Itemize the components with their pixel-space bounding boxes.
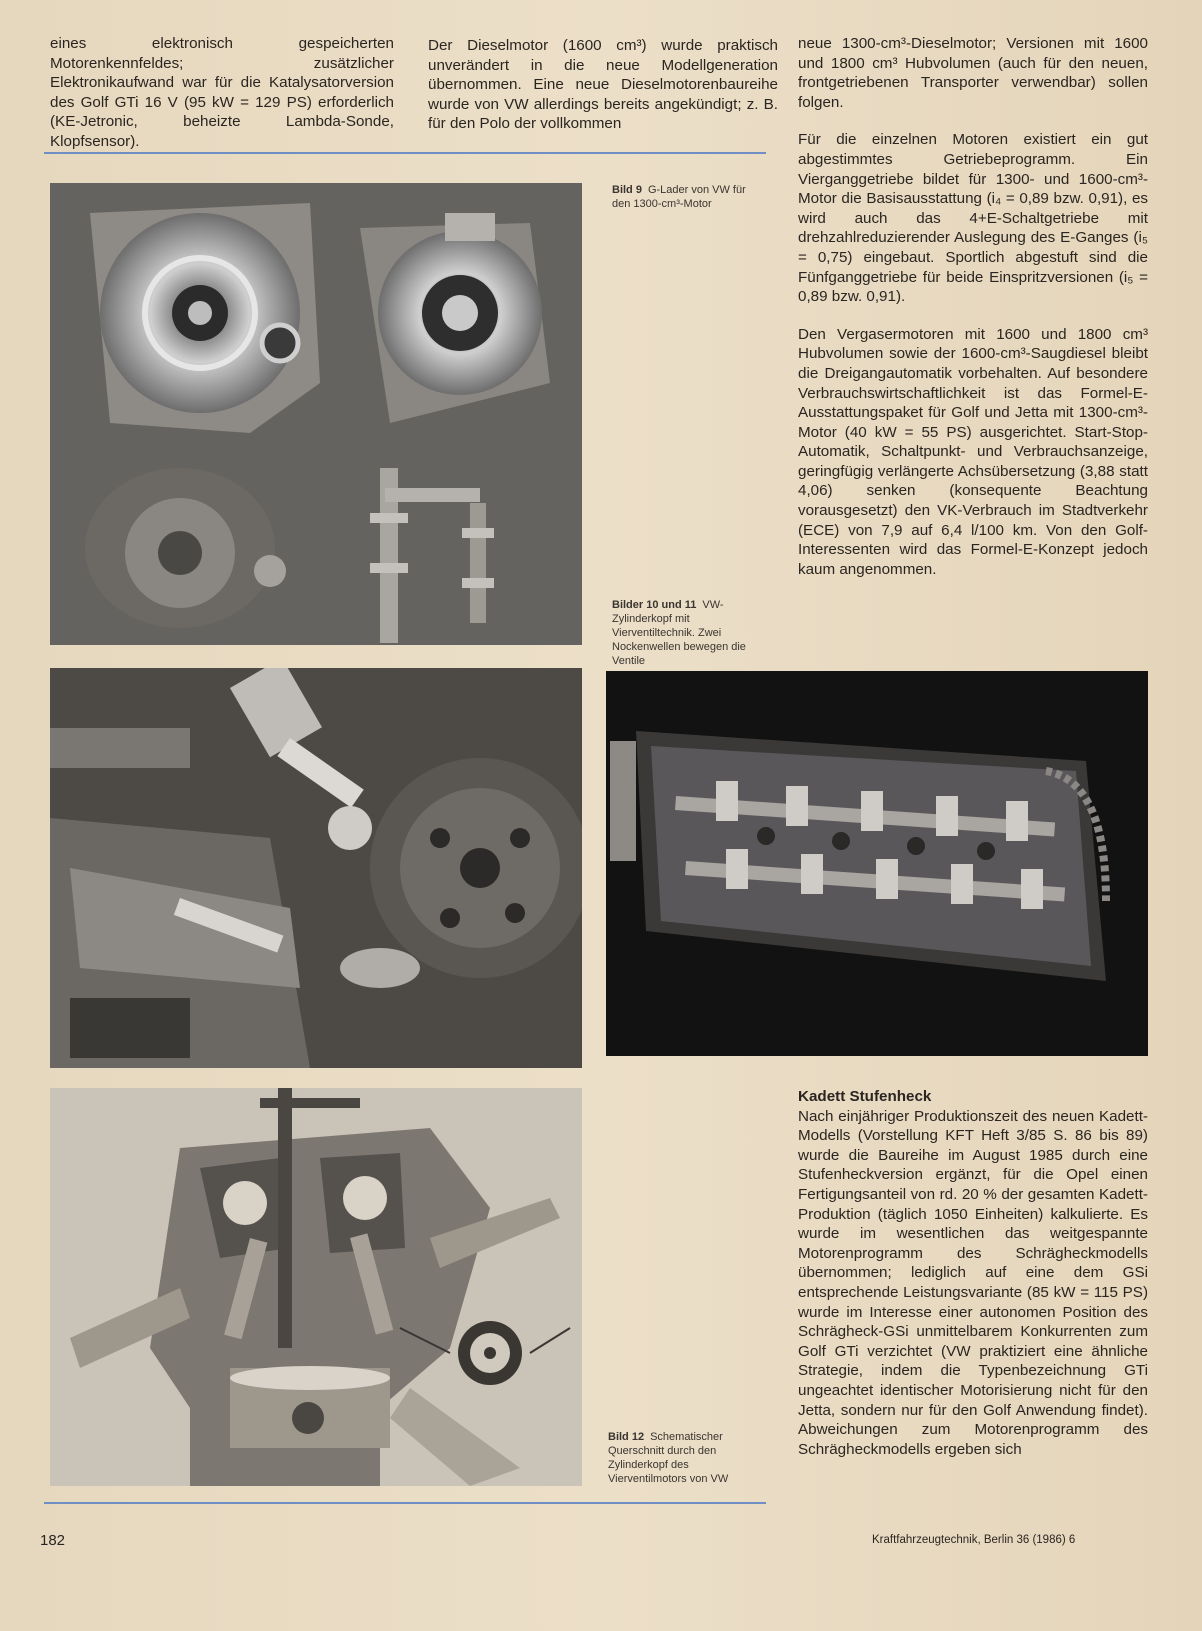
right-column xyxy=(798,34,1148,597)
top-column-2 xyxy=(428,36,778,152)
diagram-cross-section xyxy=(50,1088,582,1486)
kadett-column xyxy=(798,1087,1148,1477)
paragraph: Nach einjähriger Produktionszeit des neuen Kadett-Modells (Vorstellung KFT Heft 3/85 S. 86 bis 89) wurde die Baureihe im August 1985 durch eine Stufenheckversion ergänzt, für die Opel einen Fertigungsanteil von rd. 20 % der gesamten Kadett-Produktion (täglich 1050 Einheiten) kalkulierte. Es wurde im wesentlichen das weitgespannte Motorenprogramm des Schrägheckmodells übernommen; lediglich auf eine dem GSi entsprechende Leistungsvariante (85 kW = 115 PS) wurde im Interesse einer autonomen Position des Schrägheck-GSi unmittelbarem Konkurrenten zum Golf GTi verzichtet (VW praktiziert eine ähnliche Strategie, indem die Typenbezeichnung GTi ungeachtet identischer Motorisierung nicht für den Jetta, sondern nur für den Golf Anwendung findet). Abweichungen zum Motorenprogramm des Schrägheckmodells ergeben sich xyxy=(798,1107,1148,1458)
caption-bild-9 xyxy=(612,183,762,211)
blue-rule-top xyxy=(44,152,766,154)
caption-text: G-Lader von VW für den 1300-cm³-Motor xyxy=(612,184,746,210)
g-lader-image xyxy=(50,183,582,645)
paragraph: Für die einzelnen Motoren existiert ein gut abgestimmtes Getriebeprogramm. Ein Vierganggetriebe bildet für 1300- und 1600-cm³-Motor die Basisausstattung (i₄ = 0,89 bzw. 0,91), es wird auch das 4+E-Schaltgetriebe mit drehzahlreduzierender Auslegung des E-Ganges (i₅ = 0,75) eingebaut. Sportlich abgestuft sind die Fünfganggetriebe für beide Einspritzversionen (i₅ = 0,89 bzw. 0,91). xyxy=(798,131,1148,306)
caption-label: Bild 9 xyxy=(612,184,642,196)
journal-reference: Kraftfahrzeugtechnik, Berlin 36 (1986) 6 xyxy=(872,1534,1076,1546)
photo-valve-detail xyxy=(50,668,582,1068)
caption-label: Bilder 10 und 11 xyxy=(612,599,697,611)
top-column-1 xyxy=(50,34,394,170)
caption-text: Schematischer Querschnitt durch den Zylinderkopf des Vierventilmotors von VW xyxy=(608,1431,729,1485)
caption-text: VW-Zylinderkopf mit Vierventiltechnik. Zwei Nockenwellen bewegen die Ventile xyxy=(612,599,746,667)
paragraph: neue 1300-cm³-Dieselmotor; Versionen mit 1600 und 1800 cm³ Hubvolumen (auch für den neuen, frontgetriebenen Transporter verwendbar) sollen folgen. xyxy=(798,35,1148,111)
caption-bild-10-11 xyxy=(612,598,762,668)
paragraph: Den Vergasermotoren mit 1600 und 1800 cm³ Hubvolumen sowie der 1600-cm³-Saugdiesel bleibt die Dreigangautomatik vorbehalten. Auf besondere Verbrauchswirtschaftlichkeit ist das Formel-E-Ausstattungspaket für Golf und Jetta mit 1300-cm³-Motor (40 kW = 55 PS) ausgerichtet. Start-Stop-Automatik, Schaltpunkt- und Verbrauchsanzeige, geringfügig verlängerte Achsübersetzung (3,88 statt 4,06) senken (konsequente Beachtung vorausgesetzt) den VK-Verbrauch im Stadtverkehr (ECE) von 7,9 auf 6,4 l/100 km. Von den Golf-Interessenten wird das Formel-E-Konzept jedoch kaum angenommen. xyxy=(798,325,1148,578)
valve-detail-image xyxy=(50,668,582,1068)
cross-section-image xyxy=(50,1088,582,1486)
paragraph: Der Dieselmotor (1600 cm³) wurde praktisch unverändert in die neue Modellgeneration übernommen. Eine neue Dieselmotorenbaureihe wurde von VW allerdings bereits angekündigt; z. B. für den Polo der vollkommen xyxy=(428,37,778,133)
page-number: 182 xyxy=(40,1532,66,1549)
caption-label: Bild 12 xyxy=(608,1431,645,1443)
caption-bild-12 xyxy=(608,1430,758,1486)
photo-g-lader xyxy=(50,183,582,645)
photo-cylinder-head xyxy=(606,671,1148,1056)
section-heading: Kadett Stufenheck xyxy=(798,1088,932,1105)
blue-rule-bottom xyxy=(44,1502,766,1504)
paragraph: eines elektronisch gespeicherten Motorenkennfeldes; zusätzlicher Elektronikaufwand war für die Katalysatorversion des Golf GTi 16 V (95 kW = 129 PS) erforderlich (KE-Jetronic, beheizte Lambda-Sonde, Klopfsensor). xyxy=(50,35,394,150)
cylinder-head-image xyxy=(606,671,1148,1056)
